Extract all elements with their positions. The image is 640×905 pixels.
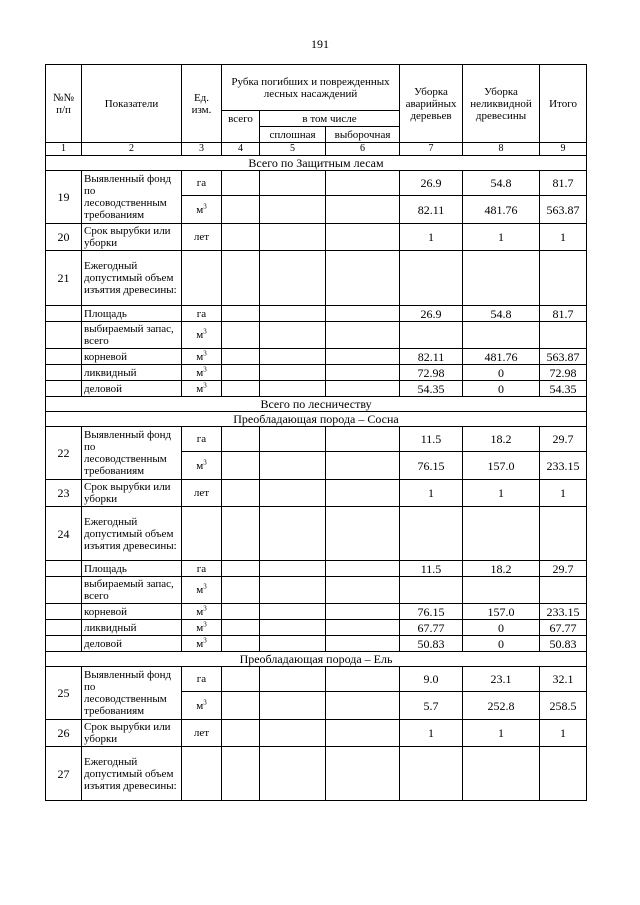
unit: га: [182, 427, 222, 452]
cell-illiquid: 18.2: [463, 561, 540, 577]
table-row: [46, 306, 587, 322]
row-label: ликвидный: [82, 620, 182, 636]
row-label: выбираемый запас, всего: [82, 577, 182, 604]
cell-illiquid: 1: [463, 224, 540, 251]
cell-total: 1: [540, 720, 587, 747]
unit: га: [182, 561, 222, 577]
cell-illiquid: 0: [463, 636, 540, 652]
header-including: в том числе: [260, 111, 400, 127]
section-subtitle: Преобладающая порода – Сосна: [46, 412, 587, 427]
cell-illiquid: 157.0: [463, 452, 540, 480]
unit: $м^3$: [182, 620, 222, 636]
col-number: 8: [463, 143, 540, 156]
row-number: 20: [46, 224, 82, 251]
table-row: [46, 224, 587, 251]
header-total: Итого: [540, 65, 587, 143]
unit: $м^3$: [182, 322, 222, 349]
row-number: 27: [46, 747, 82, 801]
table-row: [46, 322, 587, 349]
cell-emergency: 67.77: [400, 620, 463, 636]
header-emergency: Уборка аварийных деревьев: [400, 65, 463, 143]
cell-illiquid: 54.8: [463, 306, 540, 322]
col-number: 3: [182, 143, 222, 156]
col-number: 7: [400, 143, 463, 156]
unit: $м^3$: [182, 692, 222, 720]
cell-total: 1: [540, 480, 587, 507]
unit: $м^3$: [182, 196, 222, 224]
unit: $м^3$: [182, 381, 222, 397]
cell-emergency: 11.5: [400, 427, 463, 452]
col-number: 4: [222, 143, 260, 156]
row-label: Ежегодный допустимый объем изъятия древесины:: [82, 747, 182, 801]
header-felling: Рубка погибших и поврежденных лесных насаждений: [222, 65, 400, 111]
unit: $м^3$: [182, 452, 222, 480]
section-title: Всего по лесничеству: [46, 397, 587, 412]
cell-illiquid: 481.76: [463, 349, 540, 365]
header-num: №№ п/п: [46, 65, 82, 143]
header-total-felling: всего: [222, 111, 260, 143]
header-illiquid: Уборка неликвидной древесины: [463, 65, 540, 143]
row-label: Срок вырубки или уборки: [82, 720, 182, 747]
cell-illiquid: 1: [463, 720, 540, 747]
page-number: 191: [311, 37, 329, 51]
cell-illiquid: 157.0: [463, 604, 540, 620]
row-number: 24: [46, 507, 82, 561]
cell-illiquid: 54.8: [463, 171, 540, 196]
cell-emergency: 1: [400, 480, 463, 507]
cell-emergency: 76.15: [400, 604, 463, 620]
cell-illiquid: 0: [463, 620, 540, 636]
cell-total: 72.98: [540, 365, 587, 381]
col-number: 1: [46, 143, 82, 156]
header-unit: Ед. изм.: [182, 65, 222, 143]
cell-total: 81.7: [540, 306, 587, 322]
row-label: Ежегодный допустимый объем изъятия древесины:: [82, 507, 182, 561]
cell-total: 563.87: [540, 196, 587, 224]
cell-total: 50.83: [540, 636, 587, 652]
row-number: 25: [46, 667, 82, 720]
row-label: Срок вырубки или уборки: [82, 224, 182, 251]
unit: га: [182, 306, 222, 322]
cell-emergency: 9.0: [400, 667, 463, 692]
unit: $м^3$: [182, 349, 222, 365]
row-label: Площадь: [82, 561, 182, 577]
cell-emergency: 5.7: [400, 692, 463, 720]
cell-total: 233.15: [540, 604, 587, 620]
table-row: [46, 747, 587, 801]
cell-emergency: 1: [400, 720, 463, 747]
section-subtitle: Преобладающая порода – Ель: [46, 652, 587, 667]
cell-illiquid: 18.2: [463, 427, 540, 452]
row-number: 26: [46, 720, 82, 747]
row-label: Выявленный фонд по лесоводственным требованиям: [82, 427, 182, 480]
cell-illiquid: 0: [463, 381, 540, 397]
cell-total: 67.77: [540, 620, 587, 636]
row-label: ликвидный: [82, 365, 182, 381]
table-row: [46, 577, 587, 604]
row-number: 22: [46, 427, 82, 480]
cell-total: 563.87: [540, 349, 587, 365]
cell-emergency: 26.9: [400, 306, 463, 322]
cell-emergency: 11.5: [400, 561, 463, 577]
row-number: 23: [46, 480, 82, 507]
cell-total: 54.35: [540, 381, 587, 397]
header-indicators: Показатели: [82, 65, 182, 143]
cell-emergency: 54.35: [400, 381, 463, 397]
col-number: 5: [260, 143, 326, 156]
cell-illiquid: 23.1: [463, 667, 540, 692]
cell-illiquid: 1: [463, 480, 540, 507]
cell-total: 1: [540, 224, 587, 251]
table-row: [46, 381, 587, 397]
cell-total: 258.5: [540, 692, 587, 720]
cell-emergency: 72.98: [400, 365, 463, 381]
row-label: выбираемый запас, всего: [82, 322, 182, 349]
unit: га: [182, 667, 222, 692]
table-row: [46, 480, 587, 507]
table-row: [46, 620, 587, 636]
cell-emergency: 50.83: [400, 636, 463, 652]
unit: $м^3$: [182, 577, 222, 604]
row-label: Выявленный фонд по лесоводственным требованиям: [82, 171, 182, 224]
row-label: Площадь: [82, 306, 182, 322]
table-row: [46, 427, 587, 452]
unit: лет: [182, 720, 222, 747]
cell-illiquid: 252.8: [463, 692, 540, 720]
table-row: [46, 604, 587, 620]
row-label: корневой: [82, 349, 182, 365]
cell-emergency: 26.9: [400, 171, 463, 196]
unit: лет: [182, 224, 222, 251]
table-row: [46, 507, 587, 561]
table-row: [46, 365, 587, 381]
cell-total: 29.7: [540, 427, 587, 452]
row-label: корневой: [82, 604, 182, 620]
row-number: 19: [46, 171, 82, 224]
cell-emergency: 1: [400, 224, 463, 251]
unit: $м^3$: [182, 365, 222, 381]
row-label: Выявленный фонд по лесоводственным требованиям: [82, 667, 182, 720]
unit: $м^3$: [182, 604, 222, 620]
cell-total: 29.7: [540, 561, 587, 577]
cell-emergency: 82.11: [400, 349, 463, 365]
unit: лет: [182, 480, 222, 507]
cell-emergency: 76.15: [400, 452, 463, 480]
cell-total: 81.7: [540, 171, 587, 196]
col-number: 9: [540, 143, 587, 156]
header-clear: сплошная: [260, 127, 326, 143]
table-row: [46, 667, 587, 692]
row-label: Срок вырубки или уборки: [82, 480, 182, 507]
unit: $м^3$: [182, 636, 222, 652]
table-row: [46, 349, 587, 365]
col-number: 2: [82, 143, 182, 156]
table-row: [46, 561, 587, 577]
table-row: [46, 251, 587, 306]
section-title: Всего по Защитным лесам: [46, 156, 587, 171]
unit: га: [182, 171, 222, 196]
cell-illiquid: 0: [463, 365, 540, 381]
cell-emergency: 82.11: [400, 196, 463, 224]
row-label: деловой: [82, 381, 182, 397]
cell-illiquid: 481.76: [463, 196, 540, 224]
table-row: [46, 636, 587, 652]
table-row: [46, 720, 587, 747]
header-selective: выборочная: [326, 127, 400, 143]
column-numbers-row: [46, 143, 587, 156]
table-row: [46, 171, 587, 196]
row-label: деловой: [82, 636, 182, 652]
forest-felling-table: [45, 64, 587, 801]
row-number: 21: [46, 251, 82, 306]
row-label: Ежегодный допустимый объем изъятия древесины:: [82, 251, 182, 306]
cell-total: 233.15: [540, 452, 587, 480]
col-number: 6: [326, 143, 400, 156]
cell-total: 32.1: [540, 667, 587, 692]
